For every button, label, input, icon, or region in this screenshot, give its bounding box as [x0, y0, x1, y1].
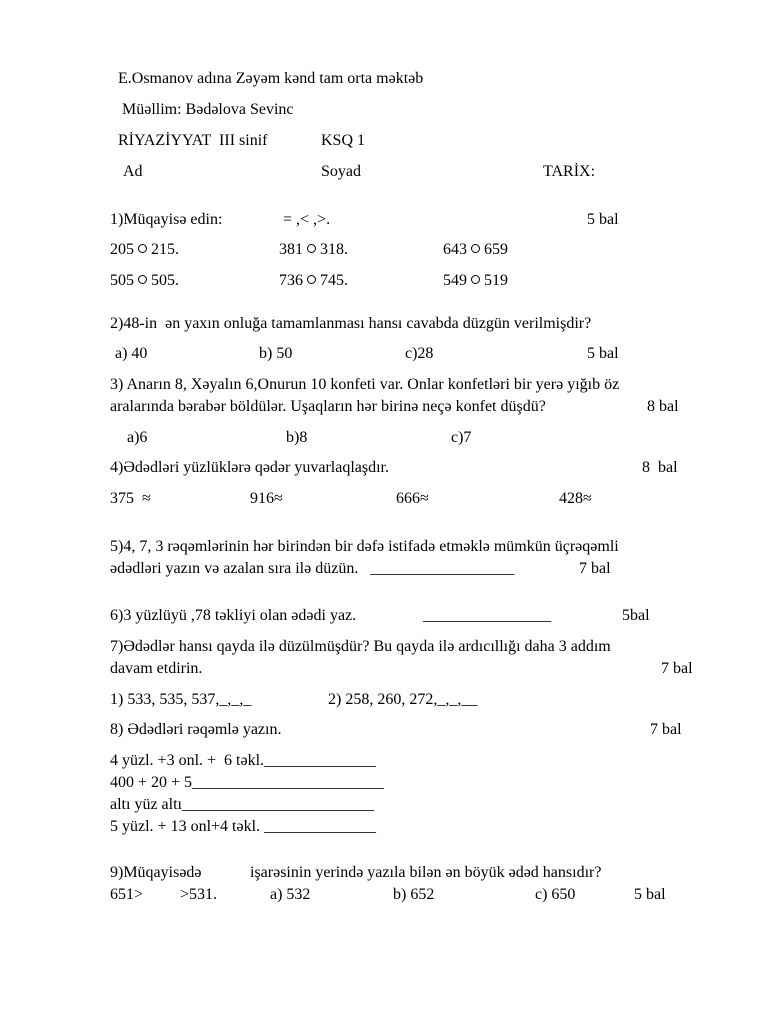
school-name: E.Osmanov adına Zəyəm kənd tam orta məktəb — [118, 70, 424, 87]
q1-item: 205 215. — [110, 241, 179, 258]
q8-text: 8) Ədədləri rəqəmlə yazın. — [110, 721, 282, 738]
q8-item: 5 yüzl. + 13 onl+4 təkl. ______________ — [110, 818, 377, 835]
q7-line2: davam etdirin. — [110, 660, 203, 677]
q5-line1: 5)4, 7, 3 rəqəmlərinin hər birindən bir dəfə istifadə etməklə mümkün üçrəqəmli — [110, 538, 619, 555]
q4-item: 428≈ — [559, 490, 592, 507]
q9-option-a: a) 532 — [270, 886, 311, 903]
q9-rhs: >531. — [180, 886, 218, 903]
teacher-name: Müəllim: Bədəlova Sevinc — [122, 101, 294, 118]
q6-text: 6)3 yüzlüyü ,78 təkliyi olan ədədi yaz. — [110, 607, 357, 624]
q9-points: 5 bal — [634, 886, 666, 903]
q9-text-part1: 9)Müqayisədə — [110, 864, 202, 881]
q3-points: 8 bal — [647, 398, 679, 415]
q1-item: 505 505. — [110, 272, 179, 289]
q9-option-c: c) 650 — [535, 886, 576, 903]
surname-label: Soyad — [321, 163, 361, 180]
name-label: Ad — [123, 163, 143, 180]
q7-seq2: 2) 258, 260, 272,_,_,__ — [328, 691, 478, 708]
q1-signs: = ,< ,>. — [283, 211, 331, 228]
q2-text: 2)48-in ən yaxın onluğa tamamlanması hansı cavabda düzgün verilmişdir? — [110, 315, 592, 332]
q1-item: 643 659 — [443, 241, 508, 258]
q8-item: 4 yüzl. +3 onl. + 6 təkl.______________ — [110, 752, 377, 769]
compare-circle-icon — [471, 275, 480, 284]
q8-item: 400 + 20 + 5________________________ — [110, 774, 385, 791]
q3-option-a: a)6 — [127, 429, 148, 446]
subject-title: RİYAZİYYAT III sinif — [118, 132, 268, 149]
compare-circle-icon — [307, 244, 316, 253]
q3-line1: 3) Anarın 8, Xəyalın 6,Onurun 10 konfeti var. Onlar konfetləri bir yerə yığıb öz — [110, 376, 620, 393]
q5-points: 7 bal — [579, 560, 611, 577]
q2-points: 5 bal — [587, 345, 619, 362]
q3-line2: aralarında bərabər böldülər. Uşaqların hər birinə neçə konfet düşdü? — [110, 398, 546, 415]
q2-option-a: a) 40 — [115, 345, 148, 362]
compare-circle-icon — [138, 275, 147, 284]
q9-lhs: 651> — [110, 886, 144, 903]
date-label: TARİX: — [543, 163, 596, 180]
test-label: KSQ 1 — [321, 132, 366, 149]
q2-option-b: b) 50 — [259, 345, 293, 362]
q7-points: 7 bal — [661, 660, 693, 677]
q4-points: 8 bal — [642, 459, 678, 476]
q1-item: 549 519 — [443, 272, 508, 289]
q2-option-c: c)28 — [405, 345, 434, 362]
q1-item: 381 318. — [279, 241, 348, 258]
q4-item: 916≈ — [250, 490, 283, 507]
compare-circle-icon — [471, 244, 480, 253]
q6-points: 5bal — [622, 607, 650, 624]
q5-line2: ədədləri yazın və azalan sıra ilə düzün. __________________ — [110, 560, 515, 577]
q8-points: 7 bal — [650, 721, 682, 738]
compare-circle-icon — [307, 275, 316, 284]
q1-points: 5 bal — [587, 211, 619, 228]
q3-option-c: c)7 — [451, 429, 472, 446]
q7-line1: 7)Ədədlər hansı qayda ilə düzülmüşdür? Bu qayda ilə ardıcıllığı daha 3 addım — [110, 638, 611, 655]
q1-item: 736 745. — [279, 272, 348, 289]
q8-item: altı yüz altı________________________ — [110, 796, 374, 813]
q4-item: 375 ≈ — [110, 490, 151, 507]
q7-seq1: 1) 533, 535, 537,_,_,_ — [110, 691, 252, 708]
q4-text: 4)Ədədləri yüzlüklərə qədər yuvarlaqlaşdır. — [110, 459, 389, 476]
compare-circle-icon — [138, 244, 147, 253]
q9-text-part2: işarəsinin yerində yazıla bilən ən böyük ədəd hansıdır? — [250, 864, 602, 881]
q9-option-b: b) 652 — [393, 886, 435, 903]
q3-option-b: b)8 — [286, 429, 308, 446]
q4-item: 666≈ — [396, 490, 429, 507]
q1-text: 1)Müqayisə edin: — [110, 211, 223, 228]
q6-blank: ________________ — [423, 607, 551, 624]
